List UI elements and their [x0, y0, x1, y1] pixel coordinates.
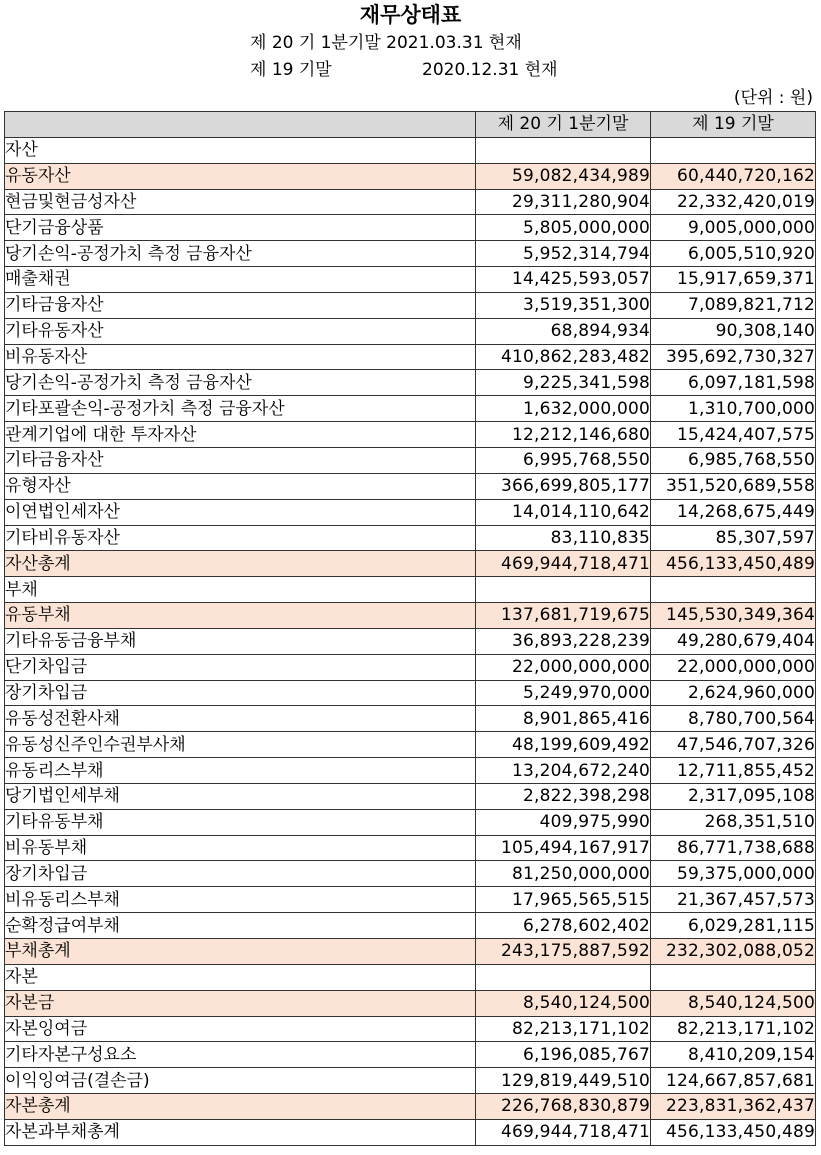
account-name: 기타금융자산: [5, 447, 476, 473]
table-row: [5, 163, 816, 189]
account-name: 자본잉여금: [5, 1016, 476, 1042]
table-row: [5, 396, 816, 422]
document-title: 재무상태표: [359, 3, 462, 27]
account-name: 자본총계: [5, 1094, 476, 1120]
prior-period-amount: 268,351,510: [651, 809, 816, 835]
account-name: 기타유동금융부채: [5, 628, 476, 654]
table-row: [5, 758, 816, 784]
balance-sheet-table: [4, 111, 816, 1146]
table-row: [5, 706, 816, 732]
current-period-amount: 5,952,314,794: [476, 241, 651, 267]
table-row: [5, 318, 816, 344]
current-period-amount: 366,699,805,177: [476, 473, 651, 499]
prior-period-amount: 22,000,000,000: [651, 654, 816, 680]
current-period-amount: 82,213,171,102: [476, 1016, 651, 1042]
table-row: [5, 1094, 816, 1120]
account-name: 이익잉여금(결손금): [5, 1068, 476, 1094]
current-period-amount: 469,944,718,471: [476, 1119, 651, 1145]
account-name: 당기손익-공정가치 측정 금융자산: [5, 241, 476, 267]
current-period-amount: 6,196,085,767: [476, 1042, 651, 1068]
table-row: [5, 525, 816, 551]
prior-period-amount: 60,440,720,162: [651, 163, 816, 189]
header-current-period: 제 20 기 1분기말: [476, 112, 651, 138]
table-row: [5, 783, 816, 809]
table-row: [5, 189, 816, 215]
prior-period-amount: 82,213,171,102: [651, 1016, 816, 1042]
prior-period-amount: 12,711,855,452: [651, 758, 816, 784]
prior-period-amount: 395,692,730,327: [651, 344, 816, 370]
current-period-amount: 129,819,449,510: [476, 1068, 651, 1094]
account-name: 유형자산: [5, 473, 476, 499]
account-name: 유동성전환사채: [5, 706, 476, 732]
current-period-amount: 9,225,341,598: [476, 370, 651, 396]
prior-period-amount: 15,917,659,371: [651, 267, 816, 293]
account-name: 유동성신주인수권부사채: [5, 732, 476, 758]
current-period-amount: [476, 577, 651, 603]
current-period-amount: 59,082,434,989: [476, 163, 651, 189]
account-name: 기타비유동자산: [5, 525, 476, 551]
table-row: [5, 887, 816, 913]
period-prev-label: 제 19 기말: [250, 60, 332, 80]
table-row: [5, 835, 816, 861]
prior-period-amount: 456,133,450,489: [651, 1119, 816, 1145]
current-period-amount: 137,681,719,675: [476, 603, 651, 629]
table-row: [5, 628, 816, 654]
prior-period-amount: 8,780,700,564: [651, 706, 816, 732]
account-name: 장기차입금: [5, 861, 476, 887]
account-name: 자본금: [5, 990, 476, 1016]
table-row: [5, 654, 816, 680]
account-name: 단기차입금: [5, 654, 476, 680]
account-name: 기타유동부채: [5, 809, 476, 835]
prior-period-amount: 2,624,960,000: [651, 680, 816, 706]
current-period-amount: 14,425,593,057: [476, 267, 651, 293]
prior-period-amount: 85,307,597: [651, 525, 816, 551]
prior-period-amount: 8,410,209,154: [651, 1042, 816, 1068]
table-row: [5, 344, 816, 370]
prior-period-amount: 90,308,140: [651, 318, 816, 344]
prior-period-amount: 124,667,857,681: [651, 1068, 816, 1094]
prior-period-amount: 232,302,088,052: [651, 939, 816, 965]
account-name: 유동부채: [5, 603, 476, 629]
account-name: 순확정급여부채: [5, 913, 476, 939]
account-name: 현금및현금성자산: [5, 189, 476, 215]
prior-period-amount: 456,133,450,489: [651, 551, 816, 577]
period-current: 제 20 기 1분기말 2021.03.31 현재: [250, 33, 522, 53]
table-row: [5, 861, 816, 887]
prior-period-amount: 21,367,457,573: [651, 887, 816, 913]
current-period-amount: 81,250,000,000: [476, 861, 651, 887]
current-period-amount: 243,175,887,592: [476, 939, 651, 965]
table-row: [5, 577, 816, 603]
current-period-amount: 5,805,000,000: [476, 215, 651, 241]
account-name: 기타포괄손익-공정가치 측정 금융자산: [5, 396, 476, 422]
current-period-amount: 8,901,865,416: [476, 706, 651, 732]
current-period-amount: 17,965,565,515: [476, 887, 651, 913]
table-row: [5, 680, 816, 706]
table-row: [5, 292, 816, 318]
current-period-amount: 36,893,228,239: [476, 628, 651, 654]
table-row: [5, 1042, 816, 1068]
table-row: [5, 1016, 816, 1042]
current-period-amount: 3,519,351,300: [476, 292, 651, 318]
table-row: [5, 137, 816, 163]
current-period-amount: 409,975,990: [476, 809, 651, 835]
account-name: 부채총계: [5, 939, 476, 965]
account-name: 자본과부채총계: [5, 1119, 476, 1145]
account-name: 관계기업에 대한 투자자산: [5, 422, 476, 448]
table-row: [5, 1119, 816, 1145]
account-name: 기타자본구성요소: [5, 1042, 476, 1068]
current-period-amount: 12,212,146,680: [476, 422, 651, 448]
table-row: [5, 370, 816, 396]
table-row: [5, 422, 816, 448]
current-period-amount: [476, 137, 651, 163]
prior-period-amount: 6,029,281,115: [651, 913, 816, 939]
prior-period-amount: 223,831,362,437: [651, 1094, 816, 1120]
prior-period-amount: 1,310,700,000: [651, 396, 816, 422]
current-period-amount: 6,995,768,550: [476, 447, 651, 473]
current-period-amount: 68,894,934: [476, 318, 651, 344]
prior-period-amount: 86,771,738,688: [651, 835, 816, 861]
prior-period-amount: 15,424,407,575: [651, 422, 816, 448]
prior-period-amount: 9,005,000,000: [651, 215, 816, 241]
table-body: [5, 137, 816, 1145]
account-name: 자산총계: [5, 551, 476, 577]
table-row: [5, 809, 816, 835]
prior-period-amount: 14,268,675,449: [651, 499, 816, 525]
current-period-amount: 8,540,124,500: [476, 990, 651, 1016]
account-name: 비유동리스부채: [5, 887, 476, 913]
account-name: 유동리스부채: [5, 758, 476, 784]
prior-period-amount: 49,280,679,404: [651, 628, 816, 654]
current-period-amount: 13,204,672,240: [476, 758, 651, 784]
table-row: [5, 913, 816, 939]
account-name: 비유동자산: [5, 344, 476, 370]
current-period-amount: 48,199,609,492: [476, 732, 651, 758]
table-row: [5, 215, 816, 241]
prior-period-amount: [651, 577, 816, 603]
header-account: [5, 112, 476, 138]
account-name: 당기손익-공정가치 측정 금융자산: [5, 370, 476, 396]
table-row: [5, 964, 816, 990]
account-name: 부채: [5, 577, 476, 603]
prior-period-amount: 7,089,821,712: [651, 292, 816, 318]
header-prior-period: 제 19 기말: [651, 112, 816, 138]
period-prev-date: 2020.12.31 현재: [422, 60, 558, 80]
current-period-amount: 469,944,718,471: [476, 551, 651, 577]
current-period-amount: 22,000,000,000: [476, 654, 651, 680]
account-name: 매출채권: [5, 267, 476, 293]
prior-period-amount: 145,530,349,364: [651, 603, 816, 629]
account-name: 이연법인세자산: [5, 499, 476, 525]
current-period-amount: 105,494,167,917: [476, 835, 651, 861]
table-row: [5, 603, 816, 629]
current-period-amount: 226,768,830,879: [476, 1094, 651, 1120]
prior-period-amount: [651, 964, 816, 990]
table-row: [5, 990, 816, 1016]
prior-period-amount: 2,317,095,108: [651, 783, 816, 809]
table-row: [5, 447, 816, 473]
table-row: [5, 473, 816, 499]
prior-period-amount: 47,546,707,326: [651, 732, 816, 758]
current-period-amount: [476, 964, 651, 990]
current-period-amount: 6,278,602,402: [476, 913, 651, 939]
table-row: [5, 241, 816, 267]
current-period-amount: 1,632,000,000: [476, 396, 651, 422]
table-row: [5, 551, 816, 577]
account-name: 단기금융상품: [5, 215, 476, 241]
table-row: [5, 732, 816, 758]
table-row: [5, 939, 816, 965]
current-period-amount: 83,110,835: [476, 525, 651, 551]
account-name: 자산: [5, 137, 476, 163]
current-period-amount: 14,014,110,642: [476, 499, 651, 525]
account-name: 당기법인세부채: [5, 783, 476, 809]
prior-period-amount: 351,520,689,558: [651, 473, 816, 499]
prior-period-amount: 6,097,181,598: [651, 370, 816, 396]
prior-period-amount: 59,375,000,000: [651, 861, 816, 887]
account-name: 기타금융자산: [5, 292, 476, 318]
account-name: 비유동부채: [5, 835, 476, 861]
prior-period-amount: 22,332,420,019: [651, 189, 816, 215]
current-period-amount: 2,822,398,298: [476, 783, 651, 809]
prior-period-amount: 8,540,124,500: [651, 990, 816, 1016]
account-name: 자본: [5, 964, 476, 990]
prior-period-amount: 6,005,510,920: [651, 241, 816, 267]
prior-period-amount: 6,985,768,550: [651, 447, 816, 473]
table-row: [5, 267, 816, 293]
current-period-amount: 410,862,283,482: [476, 344, 651, 370]
account-name: 장기차입금: [5, 680, 476, 706]
account-name: 기타유동자산: [5, 318, 476, 344]
table-row: [5, 1068, 816, 1094]
unit-label: (단위 : 원): [733, 88, 813, 108]
table-row: [5, 499, 816, 525]
current-period-amount: 29,311,280,904: [476, 189, 651, 215]
prior-period-amount: [651, 137, 816, 163]
account-name: 유동자산: [5, 163, 476, 189]
table-header-row: [5, 112, 816, 138]
current-period-amount: 5,249,970,000: [476, 680, 651, 706]
